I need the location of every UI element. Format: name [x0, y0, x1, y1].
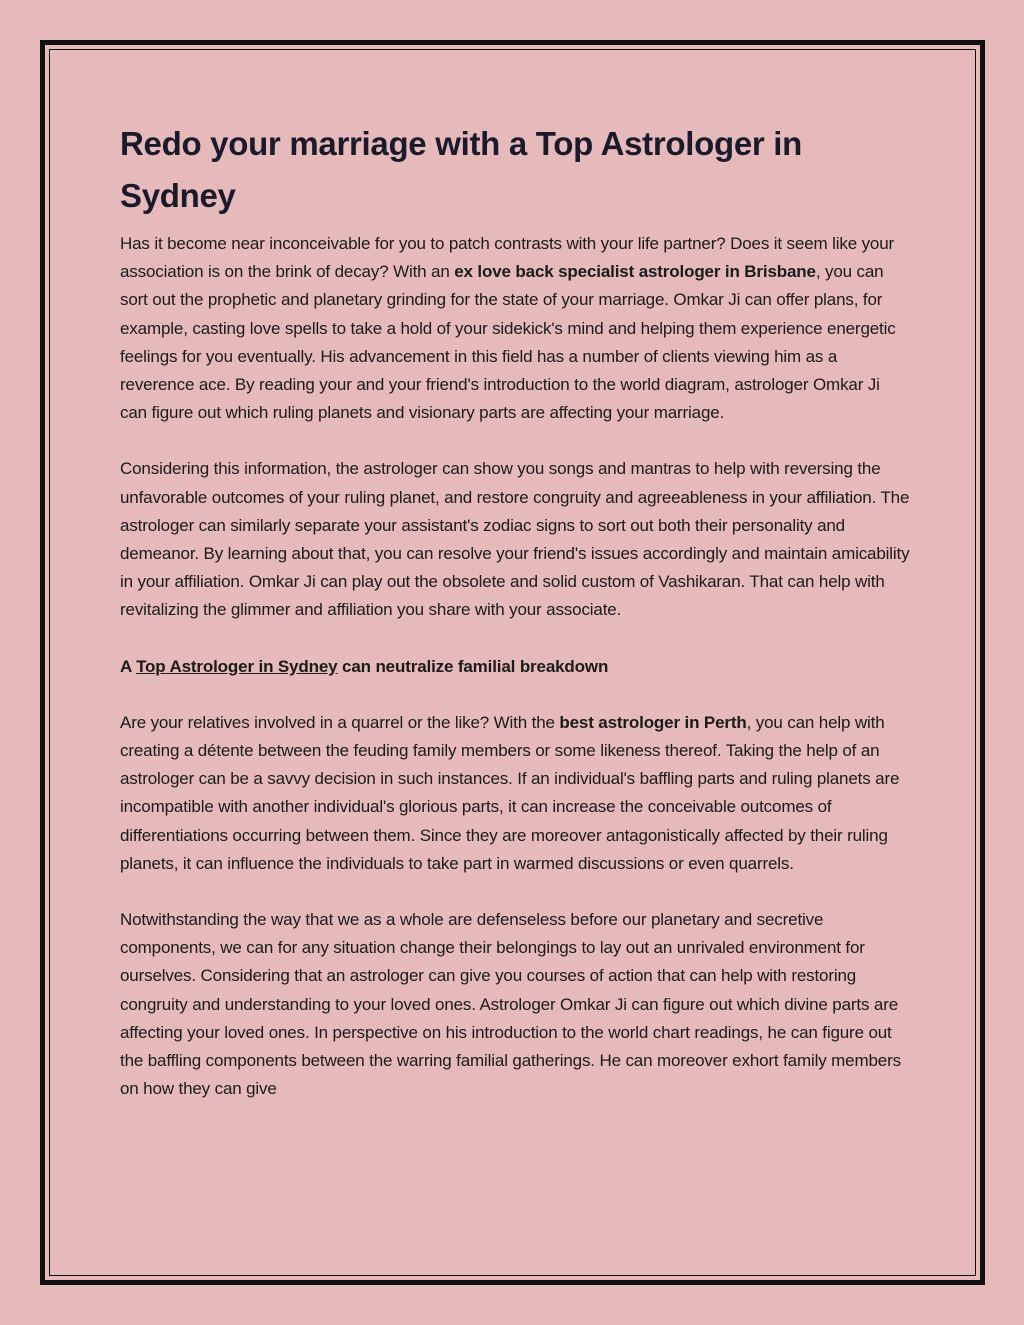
paragraph-3-text-b: , you can help with creating a détente between the feuding family members or some likeness thereof. Taking the help of an astrologer can be a savvy decision in such instances. If an individual's baffling parts and ruling planets are incompatible with another individual's glorious parts, it can increase the conceivable outcomes of differentiations occurring between them. Since they are moreover antagonistically affected by their ruling planets, it can influence the individuals to take part in warmed discussions or even quarrels.: [120, 712, 900, 873]
section-subheading: [120, 653, 910, 681]
document-body: [120, 118, 910, 1131]
paragraph-4: Notwithstanding the way that we as a whole are defenseless before our planetary and secretive components, we can for any situation change their belongings to lay out an unrivaled environment for ourselves. Considering that an astrologer can give you courses of action that can help with restoring congruity and understanding to your loved ones. Astrologer Omkar Ji can figure out which divine parts are affecting your loved ones. In perspective on his introduction to the world chart readings, he can figure out the baffling components between the warring familial gatherings. He can moreover exhort family members on how they can give: [120, 910, 901, 1099]
subheading-prefix: A: [120, 656, 137, 676]
paragraph-2: Considering this information, the astrologer can show you songs and mantras to help with reversing the unfavorable outcomes of your ruling planet, and restore congruity and agreeableness in your affiliation. The astrologer can similarly separate your assistant's zodiac signs to sort out both their personality and demeanor. By learning about that, you can resolve your friend's issues accordingly and maintain amicability in your affiliation. Omkar Ji can play out the obsolete and solid custom of Vashikaran. That can help with revitalizing the glimmer and affiliation you share with your associate.: [120, 459, 910, 620]
paragraph-1-text-b: , you can sort out the prophetic and planetary grinding for the state of your marriage. Omkar Ji can offer plans, for example, casting love spells to take a hold of your sidekick's mind and helping them experience energetic feelings for you eventually. His advancement in this field has a number of clients viewing him as a reverence ace. By reading your and your friend's introduction to the world diagram, astrologer Omkar Ji can figure out which ruling planets and visionary parts are affecting your marriage.: [120, 262, 896, 423]
paragraph-3: [120, 709, 910, 878]
paragraph-1-bold: ex love back specialist astrologer in Brisbane: [454, 262, 816, 282]
paragraph-1: [120, 230, 910, 427]
paragraph-3-text-a: Are your relatives involved in a quarrel or the like? With the: [120, 712, 560, 732]
top-astrologer-link[interactable]: Top Astrologer in Sydney: [136, 656, 338, 676]
document-title: Redo your marriage with a Top Astrologer in Sydney: [120, 125, 803, 214]
paragraph-1-text-a: Has it become near inconceivable for you to patch contrasts with your life partner? Does it seem like your association is on the brink of decay? With an: [120, 234, 895, 282]
subheading-suffix: can neutralize familial breakdown: [337, 656, 609, 676]
paragraph-3-bold: best astrologer in Perth: [559, 712, 747, 732]
